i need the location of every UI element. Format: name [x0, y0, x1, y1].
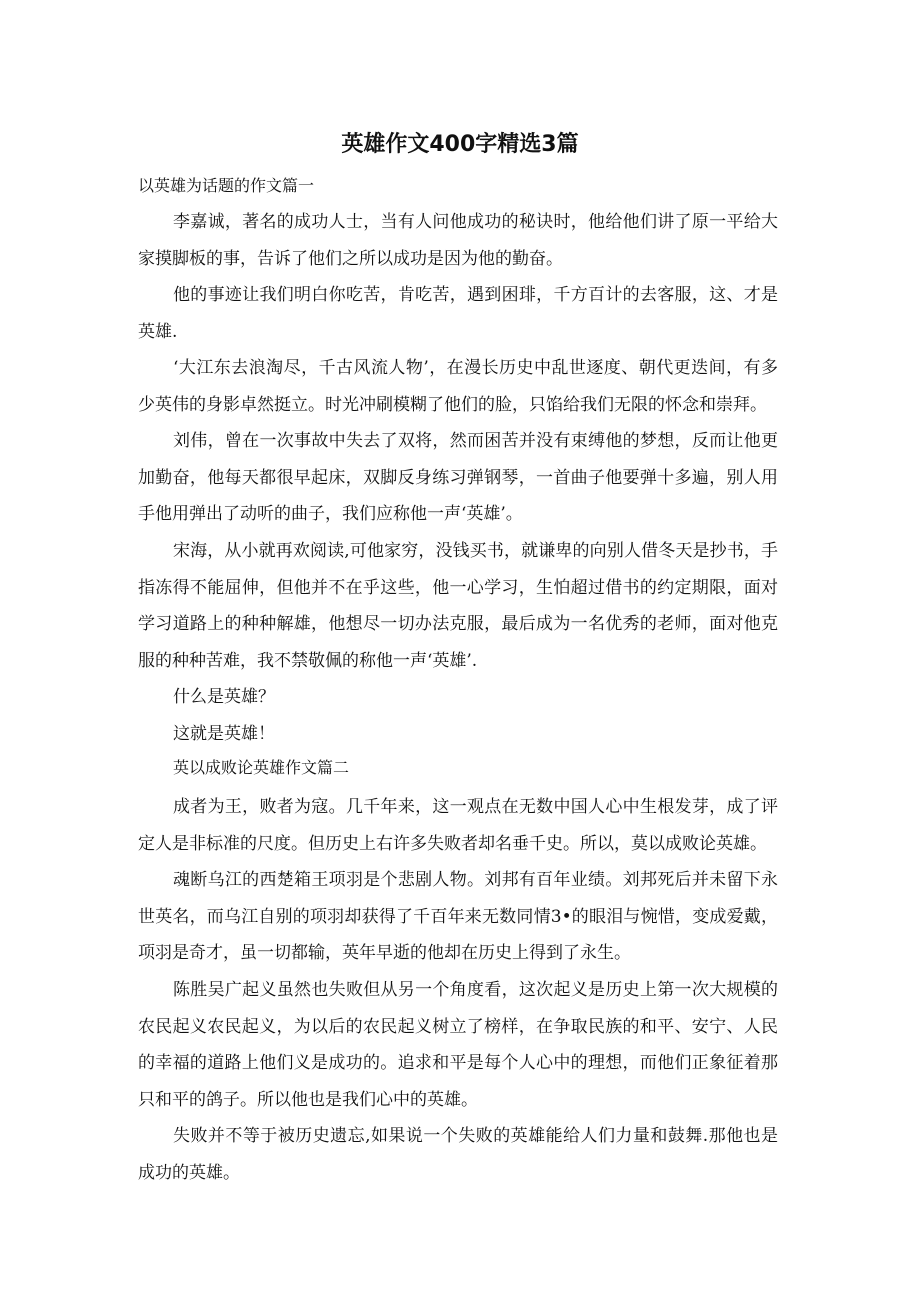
page-title: 英雄作文400字精选3篇	[341, 132, 579, 157]
paragraph: 成者为王，败者为寇。几千年来，这一观点在无数中国人心中生根发芽，成了评定人是非标准的尺度。但历史上右许多失败者却名垂千史。所以，莫以成败论英雄。	[138, 797, 778, 854]
paragraph: 刘伟，曾在一次事故中失去了双将，然而困苦并没有束缚他的梦想，反而让他更加勤奋，他每天都很早起床，双脚反身练习弹钢琴，一首曲子他要弹十多遍，别人用手他用弹出了动听的曲子，我们应称他一声‘英雄’。	[138, 431, 778, 524]
paragraph: 李嘉诚，著名的成功人士，当有人问他成功的秘诀时，他给他们讲了原一平给大家摸脚板的事，告诉了他们之所以成功是因为他的勤奋。	[138, 212, 778, 269]
paragraph: ‘大江东去浪淘尽，千古风流人物’，在漫长历史中乱世逐度、朝代更迭间，有多少英伟的身影卓然挺立。时光冲刷模糊了他们的脸，只馅给我们无限的怀念和崇拜。	[138, 358, 778, 415]
paragraph: 这就是英雄！	[173, 724, 275, 744]
paragraph: 陈胜吴广起义虽然也失败但从另一个角度看，这次起义是历史上第一次大规模的农民起义农民起义，为以后的农民起义树立了榜样，在争取民族的和平、安宁、人民的幸福的道路上他们义是成功的。追求和平是每个人心中的理想，而他们正象征着那只和平的鸽子。所以他也是我们心中的英雄。	[138, 980, 778, 1110]
article-1-heading: 以英雄为话题的作文篇一	[138, 176, 315, 195]
paragraph: 他的事迹让我们明白你吃苦，肯吃苦，遇到困琲，千方百计的去客服，这、才是英雄.	[138, 285, 778, 342]
paragraph: 宋海，从小就再欢阅读,可他家穷，没钱买书，就谦卑的向别人借冬天是抄书，手指冻得不能屈伸，但他并不在乎这些，他一心学习，生怕超过借书的约定期限，面对学习道路上的种种解雄，他想尽一切办法克服，最后成为一名优秀的老师，面对他克服的种种苦难，我不禁敬佩的称他一声‘英雄’.	[138, 541, 778, 671]
paragraph: 失败并不等于被历史遗忘,如果说一个失败的英雄能给人们力量和鼓舞.那他也是成功的英雄。	[138, 1126, 778, 1183]
paragraph: 什么是英雄？	[173, 687, 275, 707]
article-2-heading: 英以成败论英雄作文篇二	[173, 758, 350, 777]
paragraph: 魂断乌江的西楚箱王项羽是个悲剧人物。刘邦有百年业绩。刘邦死后并未留下永世英名，而乌江自别的项羽却获得了千百年来无数同情3•的眼泪与惋惜，变成爱戴，项羽是奇才，虽一切都输，英年早逝的他却在历史上得到了永生。	[138, 870, 778, 963]
